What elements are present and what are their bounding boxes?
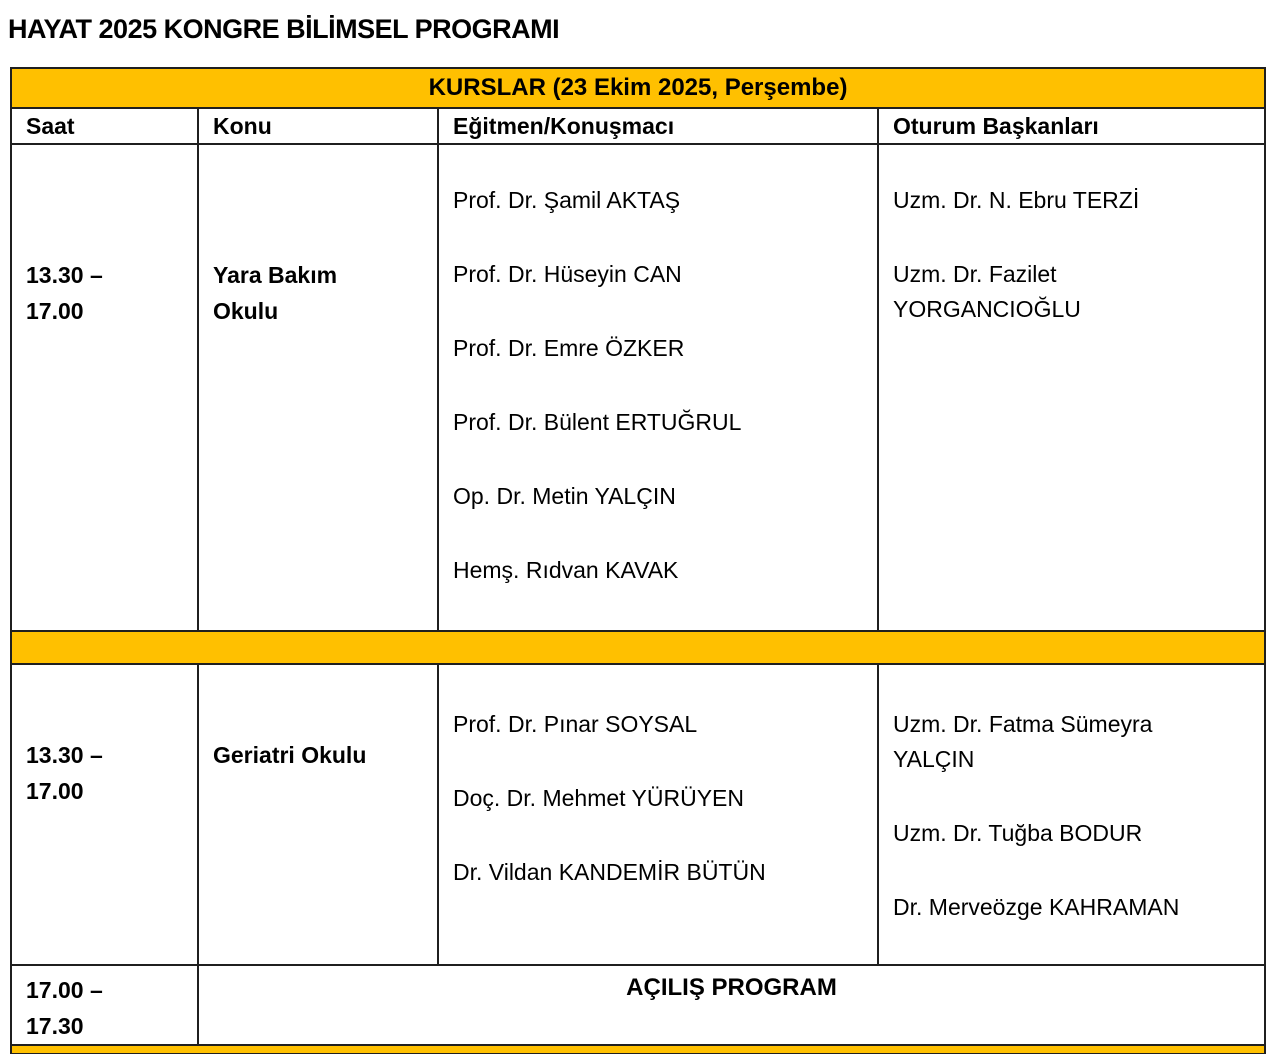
speaker-name: Op. Dr. Metin YALÇIN [453,483,676,509]
time-line: 17.00 [26,778,84,804]
speaker-name: Prof. Dr. Hüseyin CAN [453,261,682,287]
course-row-yara-bakim [11,144,1265,631]
chairs-cell [878,664,1265,965]
time-cell [11,144,198,631]
column-header-konu: Konu [198,108,438,144]
speaker-name: Prof. Dr. Pınar SOYSAL [453,711,698,737]
column-header-oturum: Oturum Başkanları [878,108,1265,144]
time-line: 17.30 [26,1013,84,1039]
speaker-name: Prof. Dr. Bülent ERTUĞRUL [453,409,742,435]
opening-program-label: AÇILIŞ PROGRAM [198,965,1265,1045]
column-header-row [11,108,1265,144]
program-table [10,67,1266,1054]
speaker-name: Dr. Vildan KANDEMİR BÜTÜN [453,859,766,885]
topic-line: Okulu [213,298,279,324]
chair-name: Uzm. Dr. Fazilet YORGANCIOĞLU [893,261,1081,322]
opening-program-row [11,965,1265,1045]
chairs-cell [878,144,1265,631]
course-row-geriatri [11,664,1265,965]
bottom-band [11,1045,1265,1054]
speaker-name: Hemş. Rıdvan KAVAK [453,557,679,583]
chair-name: Dr. Merveözge KAHRAMAN [893,894,1180,920]
page-title: HAYAT 2025 KONGRE BİLİMSEL PROGRAMI [8,14,560,44]
separator-band [11,631,1265,664]
topic-cell [198,664,438,965]
column-header-egitmen: Eğitmen/Konuşmacı [438,108,878,144]
speaker-name: Doç. Dr. Mehmet YÜRÜYEN [453,785,744,811]
chair-name: Uzm. Dr. Tuğba BODUR [893,820,1143,846]
speaker-name: Prof. Dr. Emre ÖZKER [453,335,685,361]
banner-row [11,68,1265,108]
speakers-cell [438,664,878,965]
time-line: 13.30 – [26,742,103,768]
banner-title: KURSLAR (23 Ekim 2025, Perşembe) [11,68,1265,108]
time-cell [11,664,198,965]
topic-line: Geriatri Okulu [213,742,367,768]
time-line: 13.30 – [26,262,103,288]
speaker-name: Prof. Dr. Şamil AKTAŞ [453,187,681,213]
separator-row [11,631,1265,664]
time-line: 17.00 [26,298,84,324]
column-header-saat: Saat [11,108,198,144]
topic-cell [198,144,438,631]
topic-line: Yara Bakım [213,262,338,288]
chair-name: Uzm. Dr. N. Ebru TERZİ [893,187,1140,213]
speakers-cell [438,144,878,631]
time-cell [11,965,198,1045]
time-line: 17.00 – [26,977,103,1003]
chair-name: Uzm. Dr. Fatma Sümeyra YALÇIN [893,711,1153,772]
bottom-band-row [11,1045,1265,1054]
